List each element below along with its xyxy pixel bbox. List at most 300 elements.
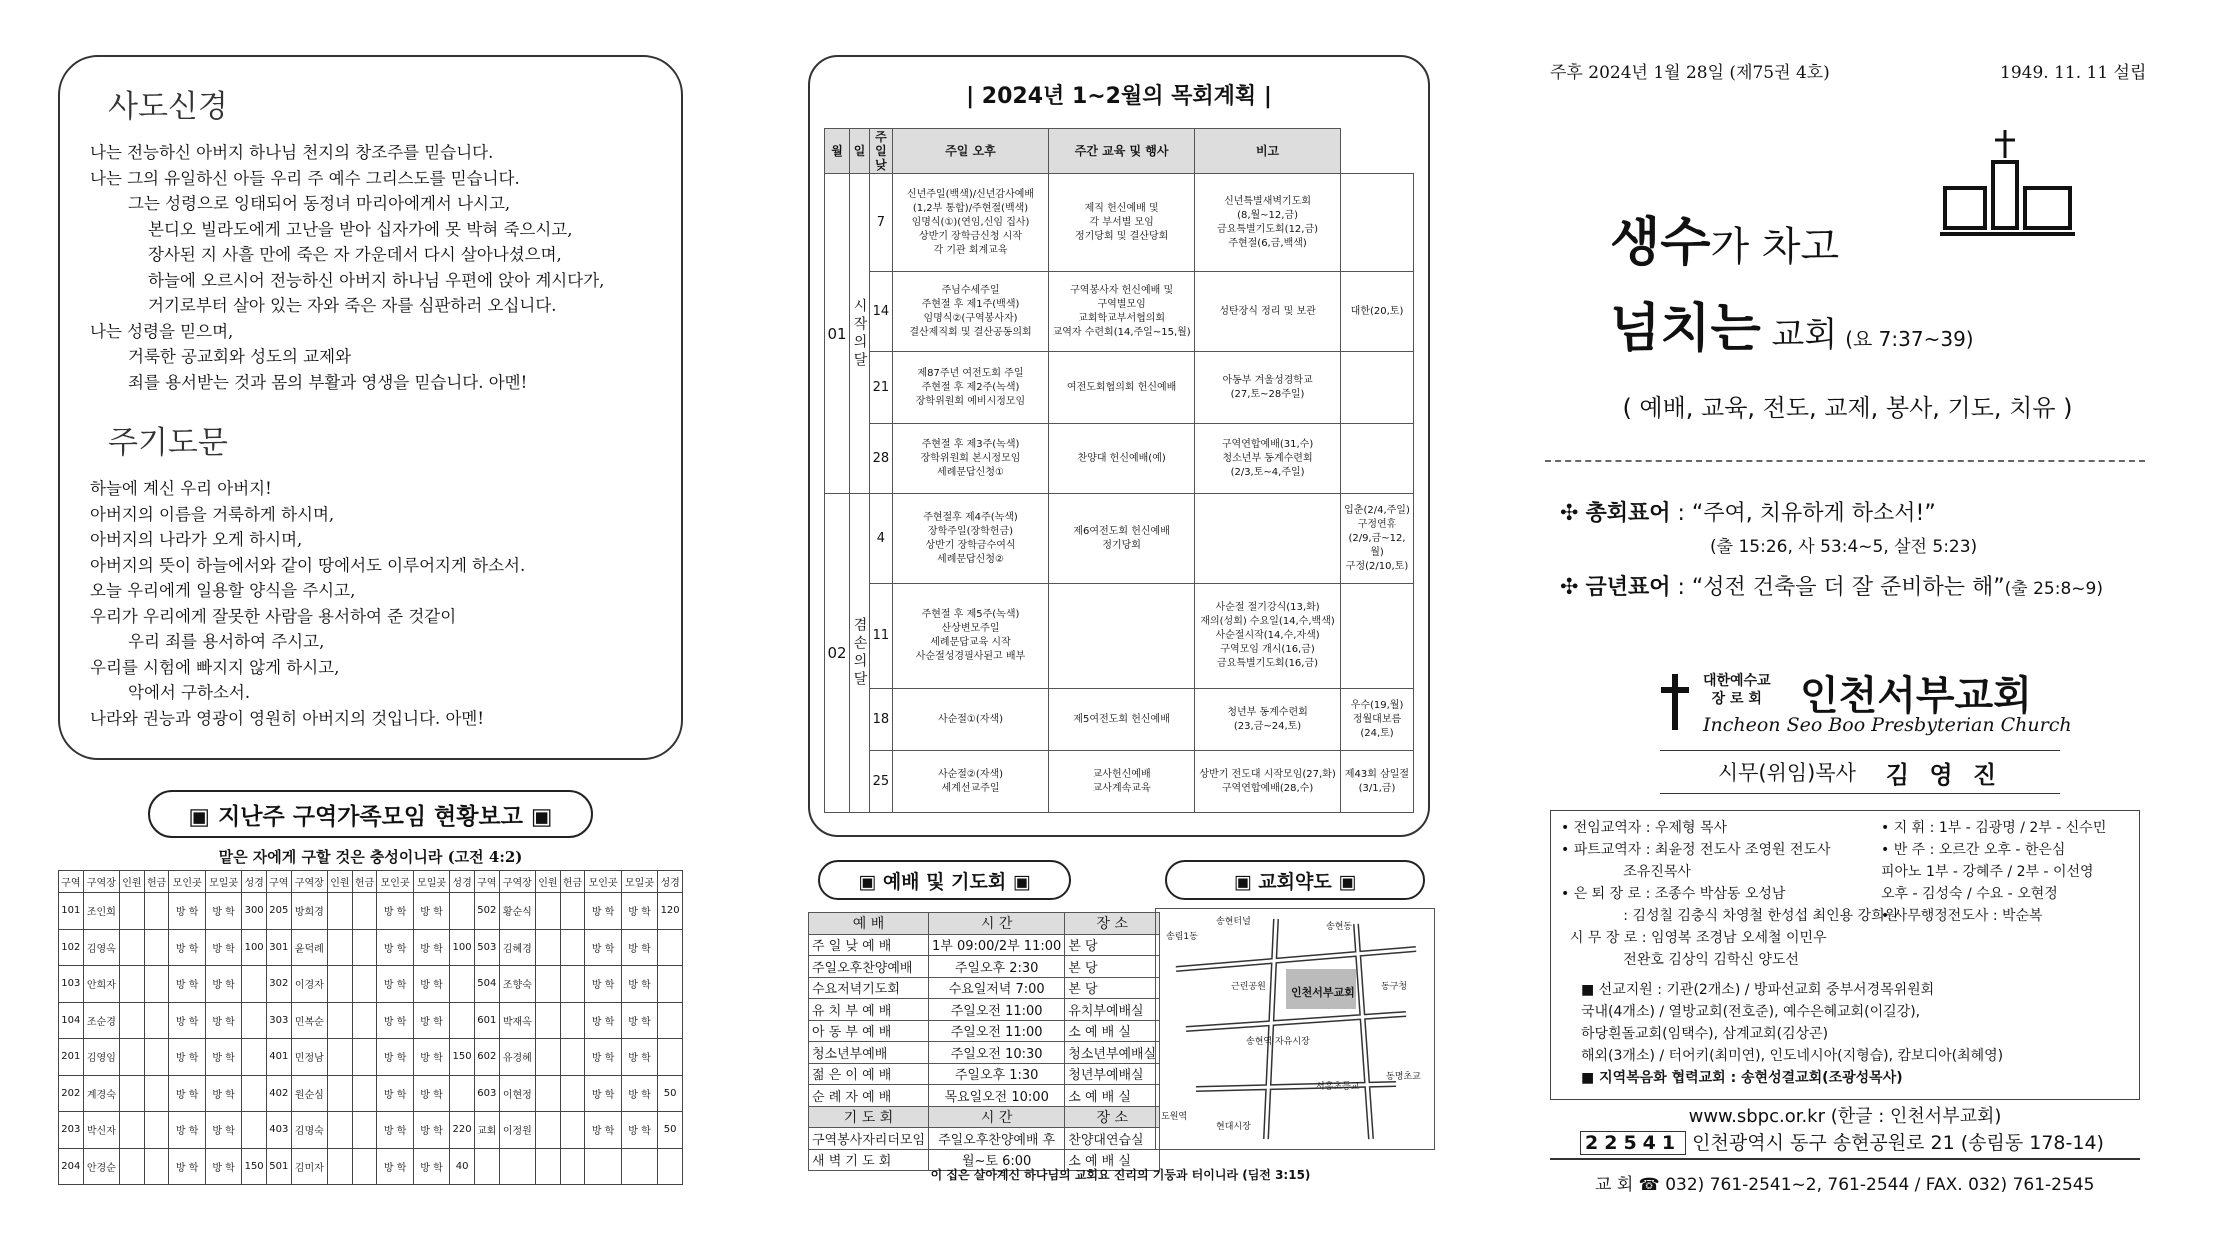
report-table (58, 870, 683, 1185)
worship-header: 예 배 (809, 913, 929, 935)
report-cell: 원순심 (291, 1075, 327, 1112)
report-cell (560, 893, 585, 930)
report-cell: 방 학 (205, 1039, 241, 1076)
report-cell: 104 (59, 1002, 84, 1039)
plan-cell: 제6여전도회 헌신예배 정기당회 (1049, 494, 1195, 584)
report-cell: 방 학 (585, 1075, 621, 1112)
report-cell (242, 966, 267, 1003)
report-cell: 방 학 (413, 1039, 449, 1076)
table-row (59, 929, 683, 966)
worship-cell: 주일오전 11:00 (929, 999, 1065, 1021)
report-cell (144, 1148, 169, 1185)
report-cell (328, 966, 353, 1003)
report-cell: 김미자 (291, 1148, 327, 1185)
table-row (809, 934, 1160, 956)
report-cell: 방 학 (413, 893, 449, 930)
motto-general: ✣ 총회표어 : “주여, 치유하게 하소서!” (1560, 501, 1936, 526)
prayer-title: 주기도문 (108, 425, 228, 461)
worship-cell: 주일오후 1:30 (929, 1063, 1065, 1085)
church-values: ( 예배, 교육, 전도, 교제, 봉사, 기도, 치유 ) (1622, 394, 2073, 422)
map-label: 현대시장 (1216, 1122, 1251, 1132)
report-cell: 방 학 (205, 1112, 241, 1149)
report-cell: 301 (266, 929, 291, 966)
table-row (825, 424, 1414, 494)
report-header: 모인곳 (169, 871, 205, 893)
worship-header: 시 간 (929, 1106, 1065, 1128)
report-cell (658, 1002, 683, 1039)
report-header: 헌금 (144, 871, 169, 893)
table-row (59, 893, 683, 930)
plan-cell: 제5여전도회 헌신예배 (1049, 689, 1195, 751)
report-cell: 방 학 (205, 1148, 241, 1185)
creed-line: 죄를 용서받는 것과 몸의 부활과 영생을 믿습니다. 아멘! (128, 372, 528, 392)
report-cell (242, 1039, 267, 1076)
worship-cell: 수요저녁기도회 (809, 977, 929, 999)
report-cell: 방 학 (377, 1112, 413, 1149)
report-cell: 302 (266, 966, 291, 1003)
report-cell: 황순식 (499, 893, 535, 930)
report-cell (450, 966, 475, 1003)
report-header: 구역 (474, 871, 499, 893)
table-row (59, 1002, 683, 1039)
prayer-line: 아버지의 뜻이 하늘에서와 같이 땅에서도 이루어지게 하소서. (90, 555, 526, 575)
plan-panel (808, 55, 1430, 837)
prayer-line: 악에서 구하소서. (128, 683, 251, 702)
report-header: 구역 (59, 871, 84, 893)
report-header: 모일곳 (621, 871, 657, 893)
prayer-line: 나라와 권능과 영광이 영원히 아버지의 것입니다. 아멘! (90, 708, 485, 728)
report-cell (144, 1039, 169, 1076)
report-cell: 501 (266, 1148, 291, 1185)
report-cell (560, 1148, 585, 1185)
report-cell (560, 1002, 585, 1039)
worship-cell: 주일오전 10:30 (929, 1042, 1065, 1064)
worship-cell: 본 당 (1065, 956, 1160, 978)
report-cell (144, 966, 169, 1003)
plan-cell: 사순절①(자색) (892, 689, 1048, 751)
church-english-name: Incheon Seo Boo Presbyterian Church (1703, 714, 2072, 736)
report-cell: 방 학 (585, 929, 621, 966)
report-cell: 방 학 (205, 966, 241, 1003)
report-cell: 방 학 (585, 966, 621, 1003)
report-cell: 방 학 (621, 1075, 657, 1112)
plan-cell: 아동부 겨울성경학교 (27,토~28주일) (1195, 352, 1341, 424)
prayer-text (90, 476, 651, 731)
report-cell: 방 학 (169, 1112, 205, 1149)
creed-line: 하늘에 오르시어 전능하신 아버지 하나님 우편에 앉아 계시다가, (148, 270, 605, 290)
report-cell: 방 학 (205, 893, 241, 930)
issue-date: 주후 2024년 1월 28일 (제75권 4호) (1550, 63, 1830, 83)
plan-cell: 제직 헌신예배 및 각 부서별 모임 정기당회 및 결산당회 (1049, 174, 1195, 272)
worship-cell: 수요일저녁 7:00 (929, 977, 1065, 999)
report-cell: 이정원 (499, 1112, 535, 1149)
report-cell: 조향숙 (499, 966, 535, 1003)
creed-line: 나는 성령을 믿으며, (90, 321, 234, 341)
prayer-line: 우리 죄를 용서하여 주시고, (128, 632, 325, 651)
report-cell: 102 (59, 929, 84, 966)
staff-line: • 은 퇴 장 로 : 조종수 박삼동 오성남 (1561, 886, 1786, 902)
plan-day: 4 (869, 494, 892, 584)
report-cell: 603 (474, 1075, 499, 1112)
worship-cell: 소 예 배 실 (1065, 1149, 1160, 1171)
report-cell (450, 893, 475, 930)
creed-line: 나는 전능하신 아버지 하나님 천지의 창조주를 믿습니다. (90, 143, 494, 162)
report-cell (120, 893, 145, 930)
plan-cell: 구역봉사자 헌신예배 및 구역별모임 교회학교부서협의회 교역자 수련회(14,주일~15,월) (1049, 272, 1195, 352)
report-cell: 150 (450, 1039, 475, 1076)
table-row (809, 977, 1160, 999)
report-header: 모인곳 (585, 871, 621, 893)
report-cell: 100 (242, 929, 267, 966)
report-cell (658, 1039, 683, 1076)
report-cell: 방 학 (621, 929, 657, 966)
report-cell (658, 966, 683, 1003)
creed-panel (58, 55, 683, 760)
map-label: 서흥초등교 (1316, 1082, 1360, 1092)
report-cell (658, 1148, 683, 1185)
report-cell (352, 929, 377, 966)
report-cell: 방 학 (413, 1148, 449, 1185)
report-cell: 40 (450, 1148, 475, 1185)
report-cell (352, 1075, 377, 1112)
report-cell (144, 1112, 169, 1149)
report-header: 모인곳 (377, 871, 413, 893)
plan-day: 21 (869, 352, 892, 424)
worship-header: 장 소 (1065, 913, 1160, 935)
report-cell: 방 학 (169, 929, 205, 966)
report-cell: 602 (474, 1039, 499, 1076)
report-cell (352, 966, 377, 1003)
report-cell: 윤덕례 (291, 929, 327, 966)
report-cell: 계경숙 (83, 1075, 119, 1112)
staff-line: • 사무행정전도사 : 박순복 (1881, 908, 2043, 924)
plan-day: 28 (869, 424, 892, 494)
worship-cell: 목요일오전 10:00 (929, 1085, 1065, 1107)
map-drawing (1156, 909, 1434, 1149)
table-row (59, 966, 683, 1003)
plan-day: 14 (869, 272, 892, 352)
report-header: 구역 (266, 871, 291, 893)
staff-line: ■ 선교지원 : 기관(2개소) / 방파선교회 중부서경목위원회 (1581, 982, 1935, 998)
church-name: 인천서부교회 (1800, 673, 2032, 719)
report-cell: 101 (59, 893, 84, 930)
report-cell (352, 1039, 377, 1076)
report-cell: 150 (242, 1148, 267, 1185)
table-row (809, 1020, 1160, 1042)
plan-cell: 상반기 전도대 시작모임(27,화) 구역연합예배(28,수) (1195, 751, 1341, 813)
plan-cell: 우수(19,월) 정월대보름(24,토) (1341, 689, 1414, 751)
worship-cell: 젊 은 이 예 배 (809, 1063, 929, 1085)
report-cell: 방 학 (413, 1002, 449, 1039)
worship-cell: 주일오후 2:30 (929, 956, 1065, 978)
prayer-line: 우리가 우리에게 잘못한 사람을 용서하여 준 것같이 (90, 606, 457, 626)
report-cell (144, 893, 169, 930)
plan-cell: 주현절 후 제5주(녹색) 산상변모주일 세례문답교육 시작 사순절성경필사된고 배부 (892, 584, 1048, 689)
table-row (825, 352, 1414, 424)
report-cell: 방 학 (621, 1112, 657, 1149)
staff-line: 전완호 김상익 김학신 양도선 (1561, 952, 1799, 968)
report-header: 인원 (120, 871, 145, 893)
worship-cell: 청소년부예배실 (1065, 1042, 1160, 1064)
worship-cell: 새 벽 기 도 회 (809, 1149, 929, 1171)
church-logo-icon (1935, 128, 2080, 258)
plan-cell (1341, 174, 1414, 272)
plan-cell: 찬양대 헌신예배(예) (1049, 424, 1195, 494)
worship-cell: 주일오후찬양예배 (809, 956, 929, 978)
report-cell: 방 학 (377, 966, 413, 1003)
pastor-line: 시무(위임)목사 김 영 진 (1660, 750, 2060, 794)
report-cell: 100 (450, 929, 475, 966)
report-cell: 박신자 (83, 1112, 119, 1149)
worship-cell: 본 당 (1065, 934, 1160, 956)
report-cell: 203 (59, 1112, 84, 1149)
report-cell (120, 1039, 145, 1076)
report-cell: 601 (474, 1002, 499, 1039)
report-cell: 방 학 (413, 929, 449, 966)
plan-header: 월 (825, 129, 850, 174)
plan-header: 비고 (1195, 129, 1341, 174)
plan-day: 18 (869, 689, 892, 751)
table-row (809, 999, 1160, 1021)
worship-header: 기 도 회 (809, 1106, 929, 1128)
report-cell (120, 1112, 145, 1149)
table-row (825, 751, 1414, 813)
website: www.sbpc.or.kr (한글 : 인천서부교회) (1688, 1106, 2002, 1127)
plan-month: 01 (825, 174, 850, 494)
report-cell: 방 학 (377, 1039, 413, 1076)
report-header: 인원 (536, 871, 561, 893)
staff-line: 피아노 1부 - 강혜주 / 2부 - 이선영 (1881, 864, 2094, 880)
report-header: 구역장 (83, 871, 119, 893)
creed-line: 본디오 빌라도에게 고난을 받아 십자가에 못 박혀 죽으시고, (148, 219, 573, 239)
table-row (809, 1128, 1160, 1150)
report-header: 성경 (658, 871, 683, 893)
report-cell: 303 (266, 1002, 291, 1039)
plan-cell (1341, 584, 1414, 689)
report-cell: 이경자 (291, 966, 327, 1003)
worship-cell: 소 예 배 실 (1065, 1020, 1160, 1042)
plan-cell (1195, 494, 1341, 584)
report-cell: 403 (266, 1112, 291, 1149)
report-cell (585, 1148, 621, 1185)
worship-cell: 본 당 (1065, 977, 1160, 999)
worship-cell: 주일오후찬양예배 후 (929, 1128, 1065, 1150)
phone-line: 교 회 ☎ 032) 761-2541~2, 761-2544 / FAX. 032) 761-2545 (1595, 1175, 2095, 1195)
plan-cell: 제43회 삼일절 (3/1,금) (1341, 751, 1414, 813)
worship-table (808, 912, 1160, 1171)
map-label: 송현동 (1326, 922, 1353, 932)
report-cell: 201 (59, 1039, 84, 1076)
denomination: 대한예수교 장 로 회 (1703, 673, 1771, 707)
report-cell: 504 (474, 966, 499, 1003)
report-cell: 방 학 (585, 1112, 621, 1149)
report-cell: 방 학 (413, 1075, 449, 1112)
report-cell: 202 (59, 1075, 84, 1112)
plan-cell: 주현절 후 제3주(녹색) 장학위원회 본시정모임 세례문답신청① (892, 424, 1048, 494)
report-cell: 이현정 (499, 1075, 535, 1112)
report-header: 인원 (328, 871, 353, 893)
staff-box (1550, 810, 2140, 1100)
report-cell (536, 1112, 561, 1149)
report-cell: 박재옥 (499, 1002, 535, 1039)
report-header: 구역장 (291, 871, 327, 893)
divider (1545, 460, 2145, 462)
plan-cell: 교사헌신예배 교사계속교육 (1049, 751, 1195, 813)
prayer-line: 오늘 우리에게 일용할 양식을 주시고, (90, 581, 356, 600)
worship-cell: 소 예 배 실 (1065, 1085, 1160, 1107)
report-cell: 안경순 (83, 1148, 119, 1185)
report-cell: 402 (266, 1075, 291, 1112)
map-label: 동명초교 (1386, 1072, 1421, 1082)
prayer-line: 아버지의 이름을 거룩하게 하시며, (90, 504, 335, 524)
report-cell: 방 학 (621, 966, 657, 1003)
staff-line: • 반 주 : 오르간 오후 - 한은심 (1881, 842, 2066, 858)
report-cell (120, 1002, 145, 1039)
creed-title: 사도신경 (108, 89, 228, 125)
report-cell (658, 929, 683, 966)
worship-cell: 찬양대연습실 (1065, 1128, 1160, 1150)
plan-header: 주일 오후 (892, 129, 1048, 174)
report-header: 성경 (242, 871, 267, 893)
report-cell (450, 1002, 475, 1039)
map-label: 송림1동 (1166, 932, 1198, 942)
plan-cell: 대한(20,토) (1341, 272, 1414, 352)
report-cell: 방 학 (585, 893, 621, 930)
plan-cell (1049, 584, 1195, 689)
report-cell: 안희자 (83, 966, 119, 1003)
creed-line: 장사된 지 사흘 만에 죽은 자 가운데서 다시 살아나셨으며, (148, 245, 562, 264)
report-cell: 50 (658, 1075, 683, 1112)
worship-cell: 유 치 부 예 배 (809, 999, 929, 1021)
report-cell: 교회 (474, 1112, 499, 1149)
worship-cell: 1부 09:00/2부 11:00 (929, 934, 1065, 956)
report-cell: 방 학 (377, 1002, 413, 1039)
report-cell: 민복순 (291, 1002, 327, 1039)
worship-cell: 주 일 낮 예 배 (809, 934, 929, 956)
report-cell: 방 학 (377, 1148, 413, 1185)
plan-title: | 2024년 1~2월의 목회계획 | (966, 84, 1272, 109)
staff-line: 해외(3개소) / 터어키(최미연), 인도네시아(지형습), 캄보디아(최혜영) (1581, 1048, 2004, 1064)
worship-cell: 순 례 자 예 배 (809, 1085, 929, 1107)
plan-table (824, 128, 1414, 813)
report-cell: 김영옥 (83, 929, 119, 966)
table-row (825, 494, 1414, 584)
plan-month-name: 겸손의달 (850, 494, 870, 813)
report-cell (352, 1148, 377, 1185)
table-row (59, 1075, 683, 1112)
map-label: 근린공원 (1231, 982, 1266, 992)
report-cell: 김명숙 (291, 1112, 327, 1149)
worship-cell: 월~토 6:00 (929, 1149, 1065, 1171)
plan-day: 11 (869, 584, 892, 689)
plan-cell (1341, 424, 1414, 494)
report-cell (450, 1075, 475, 1112)
plan-header: 주간 교육 및 행사 (1049, 129, 1195, 174)
church-map (1155, 908, 1435, 1150)
report-cell: 방 학 (585, 1002, 621, 1039)
report-cell: 방 학 (621, 893, 657, 930)
creed-line: 거기로부터 살아 있는 자와 죽은 자를 심판하러 오십니다. (148, 296, 557, 315)
report-cell (120, 966, 145, 1003)
report-cell: 조순경 (83, 1002, 119, 1039)
table-row (809, 1042, 1160, 1064)
table-row (825, 584, 1414, 689)
report-cell (144, 929, 169, 966)
map-title: ▣ 교회약도 ▣ (1165, 860, 1425, 900)
report-cell (536, 929, 561, 966)
report-cell (560, 1075, 585, 1112)
worship-header: 장 소 (1065, 1106, 1160, 1128)
staff-line: : 김성칠 김충식 차영철 한성섭 최인용 강희원 (1561, 908, 1899, 924)
report-cell: 민정남 (291, 1039, 327, 1076)
plan-cell: 청년부 동계수련회 (23,금~24,토) (1195, 689, 1341, 751)
report-cell (352, 1002, 377, 1039)
report-cell: 방 학 (585, 1039, 621, 1076)
worship-title: ▣ 예배 및 기도회 ▣ (818, 860, 1071, 900)
report-cell: 방 학 (169, 1039, 205, 1076)
report-cell: 방희경 (291, 893, 327, 930)
report-cell: 방 학 (377, 1075, 413, 1112)
plan-cell: 사순절②(자색) 세계선교주일 (892, 751, 1048, 813)
table-row (59, 1039, 683, 1076)
report-cell (242, 1075, 267, 1112)
worship-cell: 아 동 부 예 배 (809, 1020, 929, 1042)
worship-footer: 이 집은 살아계신 하나님의 교회요 진리의 기둥과 터이니라 (딤전 3:15) (930, 1168, 1311, 1182)
motto-year: ✣ 금년표어 : “성전 건축을 더 잘 준비하는 해”(출 25:8~9) (1560, 575, 2103, 600)
plan-cell: 사순절 절기강식(13,화) 재의(성회) 수요일(14,수,백색) 사순절시작(14,수,자색) 구역모임 개시(16,금) 금요특별기도회(16,금) (1195, 584, 1341, 689)
report-cell (120, 1075, 145, 1112)
plan-cell: 입춘(2/4,주일) 구정연휴 (2/9,금~12,월) 구정(2/10,토) (1341, 494, 1414, 584)
report-cell: 유경혜 (499, 1039, 535, 1076)
report-cell (560, 966, 585, 1003)
report-cell (328, 1148, 353, 1185)
report-cell: 방 학 (621, 1002, 657, 1039)
report-cell (144, 1075, 169, 1112)
slogan-line2: 넘치는 교회 (요 7:37~39) (1610, 299, 1974, 359)
report-subtitle: 맡은 자에게 구할 것은 충성이니라 (고전 4:2) (218, 848, 523, 866)
report-cell (144, 1002, 169, 1039)
report-cell: 조인희 (83, 893, 119, 930)
report-cell: 김영임 (83, 1039, 119, 1076)
plan-month-name: 시작의달 (850, 174, 870, 494)
plan-cell: 제87주년 여전도회 주일 주현절 후 제2주(녹색) 장학위원회 예비시정모임 (892, 352, 1048, 424)
report-cell: 50 (658, 1112, 683, 1149)
staff-line: • 지 휘 : 1부 - 김광명 / 2부 - 신수민 (1881, 820, 2107, 836)
worship-cell: 청소년부예배 (809, 1042, 929, 1064)
staff-line: • 전임교역자 : 우제형 목사 (1561, 820, 1728, 836)
report-cell: 103 (59, 966, 84, 1003)
report-cell: 방 학 (621, 1039, 657, 1076)
worship-cell: 유치부예배실 (1065, 999, 1160, 1021)
report-header: 모일곳 (205, 871, 241, 893)
prayer-line: 우리를 시험에 빠지지 않게 하시고, (90, 657, 340, 677)
table-row (825, 174, 1414, 272)
report-cell (499, 1148, 535, 1185)
report-header: 구역장 (499, 871, 535, 893)
map-church-label: 인천서부교회 (1291, 986, 1355, 999)
map-label: 송현역 자유시장 (1246, 1037, 1310, 1047)
report-cell (328, 893, 353, 930)
report-cell (328, 1075, 353, 1112)
report-header: 헌금 (352, 871, 377, 893)
plan-header: 일 (850, 129, 870, 174)
table-row (59, 1148, 683, 1185)
report-title: ▣ 지난주 구역가족모임 현황보고 ▣ (148, 790, 593, 838)
report-cell (242, 1002, 267, 1039)
report-cell: 401 (266, 1039, 291, 1076)
creed-line: 나는 그의 유일하신 아들 우리 주 예수 그리스도를 믿습니다. (90, 168, 520, 188)
report-header: 모일곳 (413, 871, 449, 893)
